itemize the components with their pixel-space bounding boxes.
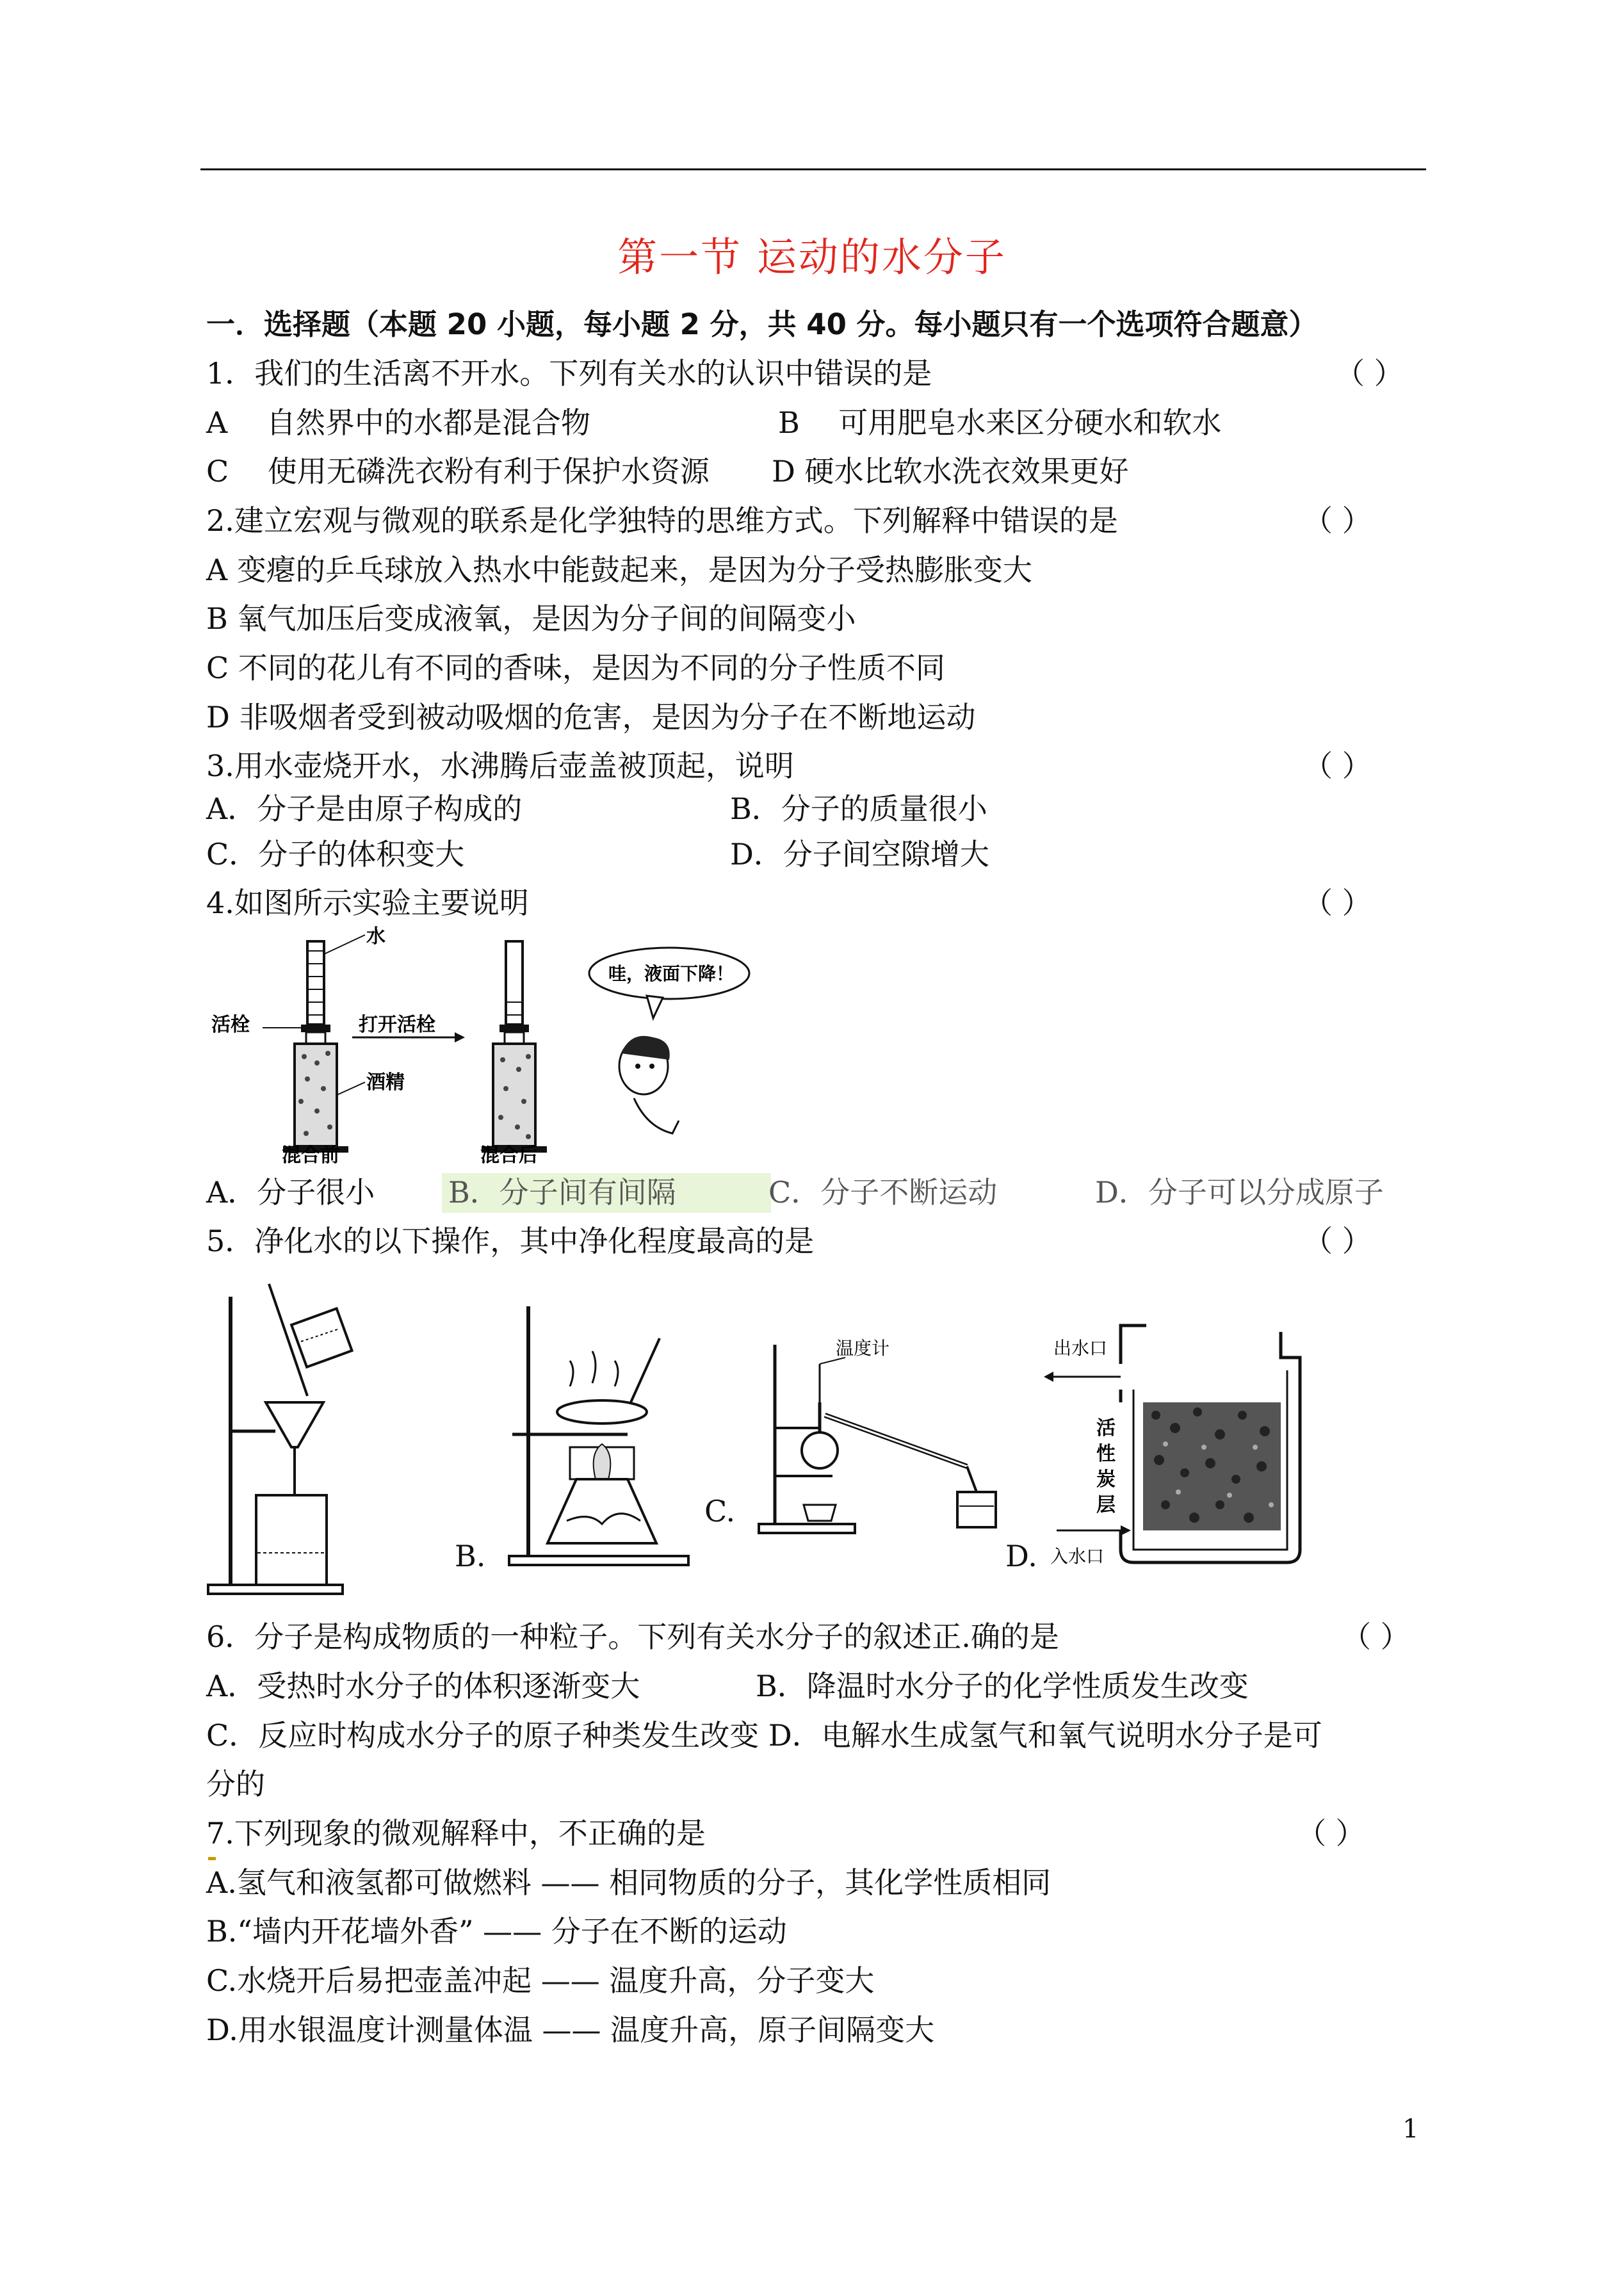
q3-option-b: B．分子的质量很小 bbox=[730, 791, 987, 826]
q7-option-b: B.“墙内开花墙外香” —— 分子在不断的运动 bbox=[206, 1914, 787, 1949]
label-carbon-4: 层 bbox=[1096, 1494, 1116, 1516]
label-open-stopcock: 打开活栓 bbox=[359, 1014, 435, 1036]
q4-answer-blank: （ ） bbox=[1303, 886, 1372, 920]
q2-option-b: B 氧气加压后变成液氧，是因为分子间的间隔变小 bbox=[206, 601, 856, 636]
q5-answer-blank: （ ） bbox=[1303, 1224, 1372, 1258]
label-after: 混合后 bbox=[480, 1144, 538, 1167]
q3-option-d: D．分子间空隙增大 bbox=[730, 837, 989, 872]
q1-option-a: A 自然界中的水都是混合物 bbox=[206, 405, 590, 440]
q7-stem: 7.下列现象的微观解释中，不正确的是 bbox=[206, 1816, 706, 1851]
q2-stem: 2.建立宏观与微观的联系是化学独特的思维方式。下列解释中错误的是 bbox=[206, 503, 1118, 538]
q1-answer-blank: （ ） bbox=[1335, 356, 1404, 391]
label-thermometer: 温度计 bbox=[836, 1338, 890, 1359]
q6-stem: 6．分子是构成物质的一种粒子。下列有关水分子的叙述正.确的是 bbox=[206, 1619, 1059, 1654]
q6-option-a: A．受热时水分子的体积逐渐变大 bbox=[206, 1669, 640, 1703]
q4-stem: 4.如图所示实验主要说明 bbox=[206, 886, 529, 920]
q3-stem: 3.用水壶烧开水，水沸腾后壶盖被顶起，说明 bbox=[206, 749, 794, 783]
carbon-filter-apparatus bbox=[1050, 1326, 1319, 1569]
label-stopcock: 活栓 bbox=[211, 1014, 250, 1036]
q7-option-d: D.用水银温度计测量体温 —— 温度升高，原子间隔变大 bbox=[206, 2013, 935, 2047]
text-cursor-mark bbox=[208, 1857, 216, 1860]
label-before: 混合前 bbox=[282, 1144, 339, 1167]
q3-option-c: C．分子的体积变大 bbox=[206, 837, 465, 872]
q4-option-d: D．分子可以分成原子 bbox=[1095, 1175, 1384, 1210]
q2-option-c: C 不同的花儿有不同的香味，是因为不同的分子性质不同 bbox=[206, 651, 945, 685]
q2-answer-blank: （ ） bbox=[1303, 503, 1372, 538]
label-inlet: 入水口 bbox=[1050, 1546, 1105, 1567]
q5-stem: 5．净化水的以下操作，其中净化程度最高的是 bbox=[206, 1224, 815, 1258]
fig-b-label: B. bbox=[455, 1539, 486, 1573]
label-speech-bubble: 哇，液面下降！ bbox=[608, 963, 735, 984]
q6-continuation: 分的 bbox=[206, 1767, 265, 1801]
q1-option-c: C 使用无磷洗衣粉有利于保护水资源 bbox=[206, 454, 710, 489]
q3-answer-blank: （ ） bbox=[1303, 749, 1372, 783]
page-number: 1 bbox=[1402, 2114, 1419, 2144]
label-carbon-1: 活 bbox=[1096, 1417, 1116, 1439]
label-carbon-3: 炭 bbox=[1096, 1468, 1116, 1491]
q4-option-c: C．分子不断运动 bbox=[768, 1175, 998, 1210]
q6-option-b: B．降温时水分子的化学性质发生改变 bbox=[756, 1669, 1249, 1703]
q3-option-a: A．分子是由原子构成的 bbox=[206, 791, 523, 826]
evaporation-apparatus bbox=[506, 1300, 692, 1569]
q7-option-a: A.氢气和液氢都可做燃料 —— 相同物质的分子，其化学性质相同 bbox=[206, 1865, 1052, 1900]
q6-answer-blank: （ ） bbox=[1342, 1619, 1410, 1654]
section-heading: 一．选择题（本题 20 小题，每小题 2 分，共 40 分。每小题只有一个选项符合题意） bbox=[206, 307, 1318, 341]
q4-option-a: A．分子很小 bbox=[206, 1175, 375, 1210]
q1-stem: 1．我们的生活离不开水。下列有关水的认识中错误的是 bbox=[206, 356, 932, 391]
q1-option-d: D 硬水比软水洗衣效果更好 bbox=[772, 454, 1129, 489]
fig-d-label: D. bbox=[1005, 1539, 1037, 1573]
label-water: 水 bbox=[366, 925, 386, 948]
fig-c-label: C. bbox=[704, 1494, 736, 1529]
q7-option-c: C.水烧开后易把壶盖冲起 —— 温度升高，分子变大 bbox=[206, 1963, 875, 1998]
q2-option-a: A 变瘪的乒乓球放入热水中能鼓起来，是因为分子受热膨胀变大 bbox=[206, 553, 1032, 587]
label-outlet: 出水口 bbox=[1053, 1338, 1108, 1359]
distillation-apparatus bbox=[756, 1338, 1025, 1537]
q1-option-b: B 可用肥皂水来区分硬水和软水 bbox=[778, 405, 1222, 440]
header-rule bbox=[200, 168, 1426, 170]
q4-option-b: B．分子间有间隔 bbox=[448, 1175, 676, 1210]
label-carbon-2: 性 bbox=[1096, 1443, 1116, 1465]
page-title: 第一节 运动的水分子 bbox=[617, 234, 1007, 280]
q6-option-cd: C．反应时构成水分子的原子种类发生改变 D．电解水生成氢气和氧气说明水分子是可 bbox=[206, 1718, 1322, 1753]
q4-diffusion-figure bbox=[205, 925, 756, 1167]
q7-answer-blank: （ ） bbox=[1297, 1816, 1365, 1851]
label-alcohol: 酒精 bbox=[366, 1071, 405, 1094]
filtration-apparatus bbox=[205, 1284, 359, 1598]
q2-option-d: D 非吸烟者受到被动吸烟的危害，是因为分子在不断地运动 bbox=[206, 700, 976, 734]
